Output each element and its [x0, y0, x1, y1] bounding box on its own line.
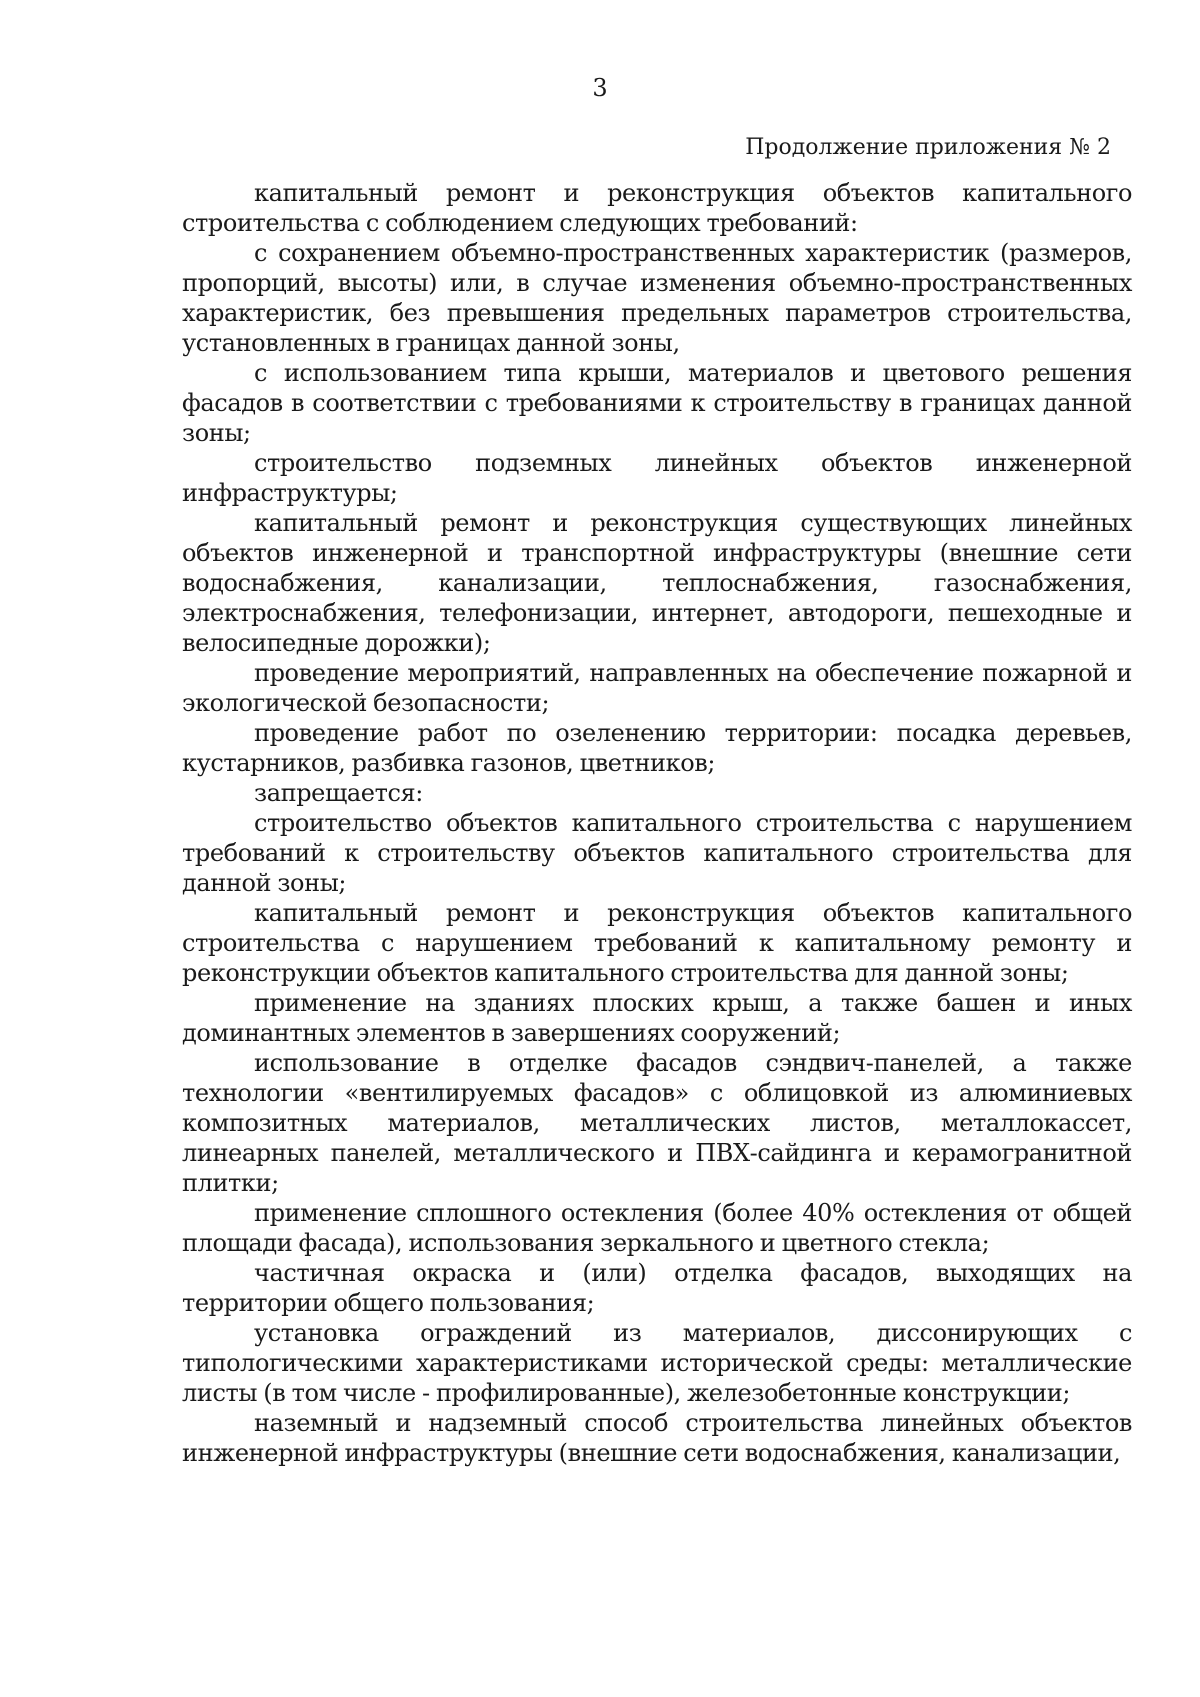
paragraph-roof-materials: с использованием типа крыши, материалов и цветового решения фасадов в соответствии с требованиями к строительству в границах данной зоны;	[182, 359, 1132, 447]
paragraph-landscaping: проведение работ по озеленению территории: посадка деревьев, кустарников, разбивка газонов, цветников;	[182, 719, 1132, 777]
paragraph-prohibited-heading: запрещается:	[254, 779, 423, 807]
document-body	[182, 178, 1132, 1468]
paragraph-facade-materials: использование в отделке фасадов сэндвич-панелей, а также технологии «вентилируемых фасадов» с облицовкой из алюминиевых композитных материалов, металлических листов, металлокассет, линеарных панелей, металлического и ПВХ-сайдинга и керамогранитной плитки;	[182, 1049, 1132, 1197]
paragraph-capital-repair-conditions: капитальный ремонт и реконструкция объектов капитального строительства с соблюдением следующих требований:	[182, 179, 1132, 237]
paragraph-glazing: применение сплошного остекления (более 40% остекления от общей площади фасада), использования зеркального и цветного стекла;	[182, 1199, 1132, 1257]
paragraph-overground-linear-objects: наземный и надземный способ строительства линейных объектов инженерной инфраструктуры (внешние сети водоснабжения, канализации,	[182, 1409, 1132, 1467]
paragraph-linear-objects-repair: капитальный ремонт и реконструкция существующих линейных объектов инженерной и транспортной инфраструктуры (внешние сети водоснабжения, канализации, теплоснабжения, газоснабжения, электроснабжения, телефонизации, интернет, автодороги, пешеходные и велосипедные дорожки);	[182, 509, 1132, 657]
paragraph-partial-painting: частичная окраска и (или) отделка фасадов, выходящих на территории общего пользования;	[182, 1259, 1132, 1317]
appendix-continuation-note: Продолжение приложения № 2	[745, 135, 1111, 160]
paragraph-underground-linear-objects: строительство подземных линейных объектов инженерной инфраструктуры;	[182, 449, 1132, 507]
paragraph-fire-ecology-safety: проведение мероприятий, направленных на обеспечение пожарной и экологической безопасности;	[182, 659, 1132, 717]
paragraph-prohibited-construction: строительство объектов капитального строительства с нарушением требований к строительству объектов капитального строительства для данной зоны;	[182, 809, 1132, 897]
paragraph-volume-preservation: с сохранением объемно-пространственных характеристик (размеров, пропорций, высоты) или, в случае изменения объемно-пространственных характеристик, без превышения предельных параметров строительства, установленных в границах данной зоны,	[182, 239, 1132, 357]
paragraph-prohibited-repair: капитальный ремонт и реконструкция объектов капитального строительства с нарушением требований к капитальному ремонту и реконструкции объектов капитального строительства для данной зоны;	[182, 899, 1132, 987]
page-number: 3	[592, 74, 608, 102]
paragraph-flat-roofs: применение на зданиях плоских крыш, а также башен и иных доминантных элементов в завершениях сооружений;	[182, 989, 1132, 1047]
paragraph-fences: установка ограждений из материалов, диссонирующих с типологическими характеристиками исторической среды: металлические листы (в том числе - профилированные), железобетонные конструкции;	[182, 1319, 1132, 1407]
